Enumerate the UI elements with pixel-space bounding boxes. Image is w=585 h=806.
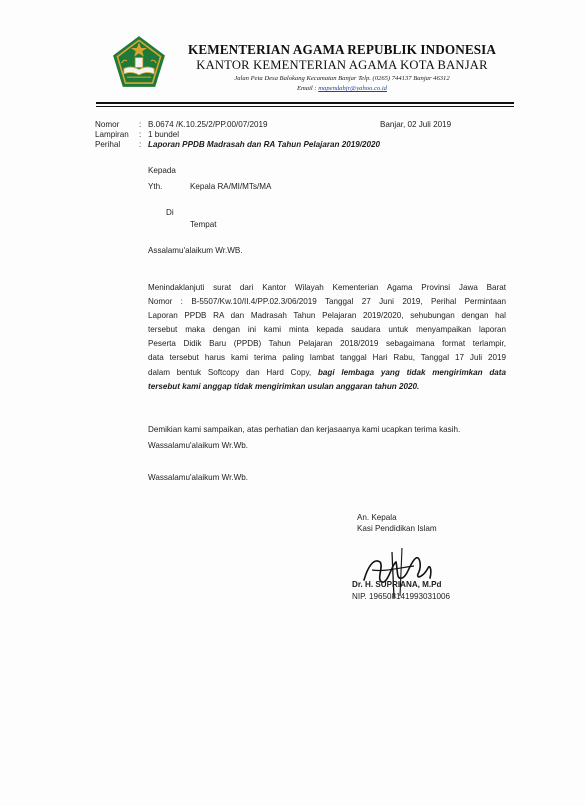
perihal-value: Laporan PPDB Madrasah dan RA Tahun Pelajaran 2019/2020 (148, 140, 380, 149)
body-line: data tersebut harus kami terima paling lambat tanggal Hari Rabu, Tanggal 17 Juli 2019 (148, 353, 506, 363)
kemenag-logo (112, 35, 166, 89)
lampiran-label: Lampiran (95, 130, 129, 139)
body-line-start: dalam bentuk Softcopy dan Hard Copy, (148, 367, 312, 377)
nomor-label: Nomor (95, 120, 120, 129)
body-line: tersebut maka dengan ini kami minta kepada saudara untuk menyampaikan laporan (148, 325, 506, 335)
email-label: Email : (297, 85, 317, 92)
di-label: Di (166, 208, 174, 217)
letterhead-rule-thin (96, 106, 514, 107)
lampiran-value: 1 bundel (148, 130, 180, 139)
signatory-nip: NIP. 196508141993031006 (352, 592, 450, 601)
ministry-name: KEMENTERIAN AGAMA REPUBLIK INDONESIA (187, 42, 497, 57)
body-line: Nomor : B-5507/Kw.10/II.4/PP.02.3/06/2019 Tanggal 27 Juni 2019, Perihal Permintaan (148, 297, 506, 307)
body-paragraph (148, 281, 506, 394)
body-line-emphasis-end: tersebut kami anggap tidak mengirimkan usulan anggaran tahun 2020. (148, 381, 420, 391)
body-line: Laporan PPDB RA dan Madrasah Tahun Pelajaran 2019/2020, sehubungan dengan hal (148, 311, 506, 321)
office-email-line (172, 84, 512, 93)
letterhead (172, 42, 512, 93)
body-line (148, 366, 506, 380)
body-line-emphasis: bagi lembaga yang tidak mengirimkan data (317, 367, 506, 377)
closing-salam: Wassalamu'alaikum Wr.Wb. (148, 441, 249, 450)
office-address: Jalan Peta Desa Balokang Kecamatan Banjar Telp. (0265) 744137 Banjar 46312 (234, 75, 450, 82)
office-name: KANTOR KEMENTERIAN AGAMA KOTA BANJAR (196, 58, 488, 72)
body-line: Menindaklanjuti surat dari Kantor Wilayah Kementerian Agama Provinsi Jawa Barat (148, 283, 506, 292)
sign-on-behalf: An. Kepala (357, 513, 397, 522)
closing-thanks: Demikian kami sampaikan, atas perhatian dan kerjasaanya kami ucapkan terima kasih. (148, 425, 461, 434)
tempat-label: Tempat (190, 220, 217, 229)
yth-label: Yth. (148, 182, 163, 191)
perihal-colon: : (139, 140, 142, 149)
nomor-value: B.0674 /K.10.25/2/PP.00/07/2019 (148, 120, 268, 129)
place-date: Banjar, 02 Juli 2019 (380, 120, 452, 129)
perihal-label: Perihal (95, 140, 121, 149)
recipient-name: Kepala RA/MI/MTs/MA (190, 182, 272, 191)
letterhead-rule-thick (96, 102, 514, 104)
opening-greeting: Assalamu'alaikum Wr.WB. (148, 246, 243, 255)
signatory-name: Dr. H. SUPRIANA, M.Pd (352, 580, 442, 589)
closing-salam-2: Wassalamu'alaikum Wr.Wb. (148, 473, 249, 482)
nomor-colon: : (139, 120, 142, 129)
email-link[interactable]: mapendabjr@yahoo.co.id (318, 85, 387, 92)
lampiran-colon: : (139, 130, 142, 139)
sign-position: Kasi Pendidikan Islam (357, 524, 437, 533)
body-line: Peserta Didik Baru (PPDB) Tahun Pelajaran 2018/2019 sebagaimana format terlampir, (148, 339, 506, 349)
kepada-label: Kepada (148, 166, 176, 175)
